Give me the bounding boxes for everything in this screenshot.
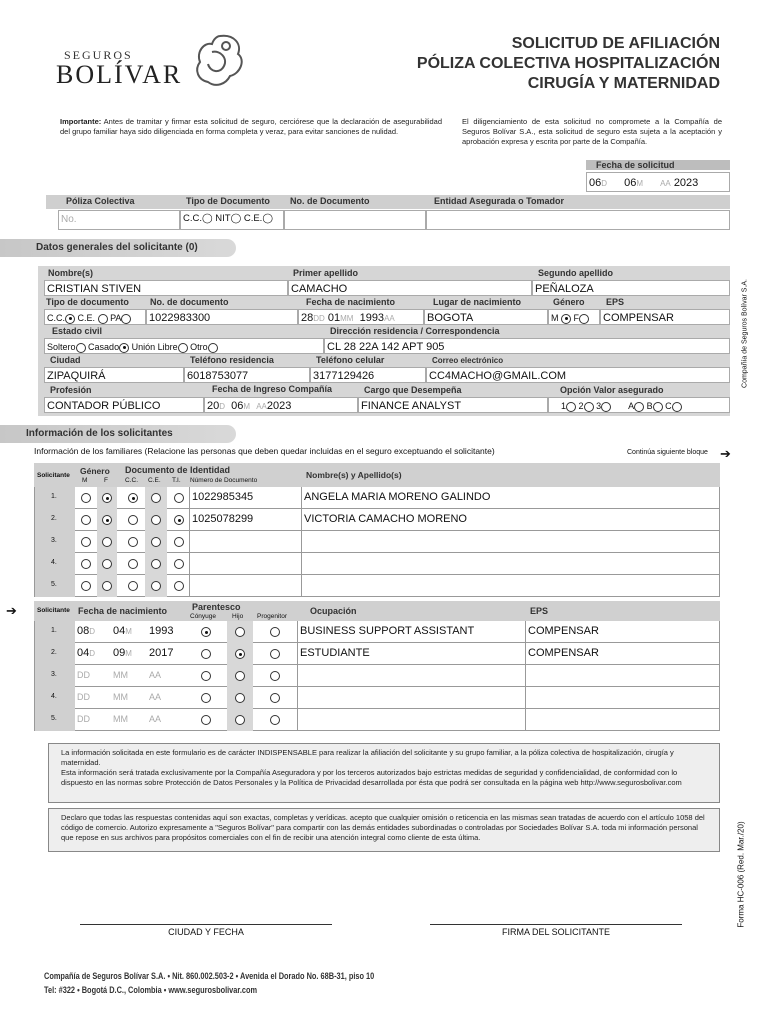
tipodoc-options[interactable]: C.C. C.E. PA [44,309,146,325]
side-company-text: Compañía de Seguros Bolívar S.A. [741,279,749,388]
firma-label: FIRMA DEL SOLICITANTE [501,927,611,937]
hijo-radio[interactable] [235,714,245,726]
doc-ti-radio[interactable] [174,558,184,570]
name-cell[interactable] [301,575,719,597]
row-number: 5. [35,709,75,731]
ciudad-input[interactable]: ZIPAQUIRÁ [44,367,184,383]
table-row [34,621,720,643]
table-row [34,531,720,553]
table-row [34,509,720,531]
gender-f-radio[interactable] [102,492,112,504]
genero-options[interactable]: M F [548,309,600,325]
title-line1: SOLICITUD DE AFILIACIÓN [511,35,720,52]
doc-ti-radio[interactable] [174,580,184,592]
tipo-doc-label: Tipo de Documento [186,196,270,206]
t1-h-ce: C.E. [148,477,161,484]
footer-line2: Tel: #322 • Bogotá D.C., Colombia • www.segurosbolivar.com [44,985,258,995]
t1-h-genero: Género [80,466,110,476]
t1-h-nombre: Nombre(s) y Apellido(s) [306,470,402,480]
year-cell[interactable]: AA [149,670,162,680]
eps-cell[interactable] [525,709,719,731]
doc-ce-radio[interactable] [151,514,161,526]
month-cell[interactable]: MM [113,692,128,702]
t2-h-ocup: Ocupación [310,606,357,616]
arrow-right-icon-2: ➔ [6,603,17,618]
fechas-table [34,621,720,731]
opcion-options[interactable]: 1 2 3 A B C [548,397,730,413]
row-number: 5. [35,575,75,597]
gender-m-radio[interactable] [81,580,91,592]
conyuge-radio[interactable] [201,626,211,638]
doc-ce-radio[interactable] [151,492,161,504]
fnac-input[interactable]: 28DD 01MM 1993AA [298,309,424,325]
tipodoc-label: Tipo de documento [46,297,129,307]
genero-label: Género [553,297,585,307]
opcion-label: Opción Valor asegurado [560,385,664,395]
doc-cc-radio[interactable] [128,558,138,570]
t2-h-prog: Progenitor [257,613,287,620]
hijo-radio[interactable] [235,648,245,660]
t1-h-m: M [82,477,88,484]
email-input[interactable]: CC4MACHO@GMAIL.COM [426,367,730,383]
cel-input[interactable]: 3177129426 [310,367,426,383]
cargo-label: Cargo que Desempeña [364,385,462,395]
ciudad-fecha-line[interactable] [80,924,332,925]
fecha-solicitud-field[interactable]: 06D 06M AA 2023 [586,172,730,192]
t1-h-cc: C.C. [125,477,138,484]
month-cell[interactable]: 09M [113,647,132,659]
gender-m-radio[interactable] [81,514,91,526]
ocupacion-cell[interactable] [297,709,525,731]
row-number: 4. [35,553,75,575]
eps-label: EPS [606,297,625,307]
continua-label: Continúa siguiente bloque [627,449,708,456]
brand-logo-text: BOLÍVAR [56,60,183,89]
doc-ce-radio[interactable] [151,536,161,548]
eps-cell[interactable] [525,687,719,709]
cel-label: Teléfono celular [316,355,385,365]
table-row [34,709,720,731]
year-cell[interactable]: 1993 [149,625,174,637]
day-cell[interactable]: DD [77,692,90,702]
month-cell[interactable]: MM [113,714,128,724]
doc-ti-radio[interactable] [174,492,184,504]
gender-f-radio[interactable] [102,558,112,570]
nodoc-input[interactable] [284,210,426,230]
progenitor-radio[interactable] [270,714,280,726]
nodoc-sol-label: No. de documento [150,297,229,307]
doc-number-cell[interactable] [189,531,301,553]
ap1-label: Primer apellido [293,268,359,278]
progenitor-radio[interactable] [270,692,280,704]
fnac-label: Fecha de nacimiento [306,297,396,307]
brand-line1: SEGUROS [64,48,133,62]
doc-ti-radio[interactable] [174,514,184,526]
progenitor-radio[interactable] [270,648,280,660]
eps-cell[interactable]: COMPENSAR [525,643,719,665]
table-row [34,487,720,509]
doc-cc-radio[interactable] [128,514,138,526]
doc-cc-radio[interactable] [128,580,138,592]
section-datos-generales: Datos generales del solicitante (0) [0,239,236,257]
title-line3: CIRUGÍA Y MATERNIDAD [527,75,720,92]
month-cell[interactable]: 04M [113,625,132,637]
row-number: 2. [35,643,75,665]
title-line2: PÓLIZA COLECTIVA HOSPITALIZACIÓN [416,55,720,72]
conyuge-radio[interactable] [201,714,211,726]
civil-label: Estado civil [52,326,103,336]
lugar-input[interactable]: BOGOTA [424,309,548,325]
nombres-input[interactable]: CRISTIAN STIVEN [44,280,288,296]
entidad-input[interactable] [426,210,730,230]
firma-line[interactable] [430,924,682,925]
hijo-radio[interactable] [235,626,245,638]
t2-h-cony: Cónyuge [190,613,217,620]
row-number: 1. [35,487,75,509]
t2-h-sol: Solicitante [37,607,70,614]
prof-input[interactable]: CONTADOR PÚBLICO [44,397,204,413]
day-cell[interactable]: 08D [77,625,96,637]
ciudad-label: Ciudad [50,355,81,365]
ocupacion-cell[interactable]: BUSINESS SUPPORT ASSISTANT [297,621,525,643]
doc-cc-radio[interactable] [128,492,138,504]
eps-cell[interactable] [525,665,719,687]
name-cell[interactable]: ANGELA MARIA MORENO GALINDO [301,487,719,509]
declaration-box: Declaro que todas las respuestas contenidas aquí son exactas, completas y verídicas. acepto que cualquier omisión o reticencia en las mismas sean tratadas de acuerdo con el artículo 1058 del código de comercio. Autorizo expresamente a "Seguros Bolívar" para compartir con las demás entidades subordinadas o controladas por Sociedades Bolívar S.A. toda mi información personal que repose en sus archivos para propósitos comerciales con el fin de recibir una atención integral como cliente de esta última. [48,808,720,852]
progenitor-radio[interactable] [270,626,280,638]
ocupacion-cell[interactable] [297,665,525,687]
email-label: Correo electrónico [432,356,504,365]
t1-h-sol: Solicitante [37,472,70,479]
side-form-code: Forma HC-006 (Red. Mar./20) [736,821,746,928]
table-row [34,553,720,575]
hijo-radio[interactable] [235,670,245,682]
gender-f-radio[interactable] [102,580,112,592]
gender-m-radio[interactable] [81,492,91,504]
progenitor-radio[interactable] [270,670,280,682]
t1-h-ti: T.I. [172,477,181,484]
year-cell[interactable]: AA [149,714,162,724]
gender-f-radio[interactable] [102,536,112,548]
gender-f-radio[interactable] [102,514,112,526]
day-cell[interactable]: 04D [77,647,96,659]
nombres-label: Nombre(s) [48,268,94,278]
table-row [34,643,720,665]
doc-cc-radio[interactable] [128,536,138,548]
table-row [34,665,720,687]
doc-ti-radio[interactable] [174,536,184,548]
ciudad-fecha-label: CIUDAD Y FECHA [168,927,244,937]
row-number: 4. [35,687,75,709]
hijo-radio[interactable] [235,692,245,704]
disclaimer-note: El diligenciamiento de esta solicitud no compromete a la Compañía de Seguros Bolívar S.A., esta solicitud de seguro esta sujeta a la aceptación y aprobación expresa y escrita por parte de la Compañía. [462,117,722,146]
tipo-doc-options[interactable]: C.C.◯ NIT◯ C.E.◯ [180,210,284,230]
gender-m-radio[interactable] [81,536,91,548]
row-number: 3. [35,531,75,553]
ap1-input[interactable]: CAMACHO [288,280,532,296]
familiares-table [34,487,720,597]
month-cell[interactable]: MM [113,670,128,680]
row-number: 1. [35,621,75,643]
section-info-solicitantes: Información de los solicitantes [0,425,236,443]
ap2-input[interactable]: PEÑALOZA [532,280,730,296]
footer-line1: Compañía de Seguros Bolívar S.A. • Nit. 860.002.503-2 • Avenida el Dorado No. 68B-31, piso 10 [44,971,375,981]
t1-h-doc: Documento de Identidad [125,465,231,475]
ingreso-label: Fecha de Ingreso Compañía [212,384,333,394]
nodoc-label: No. de Documento [290,196,370,206]
conyuge-radio[interactable] [201,670,211,682]
familiares-intro: Información de los familiares (Relacione las personas que deben quedar incluidas en el seguro exceptuando el solicitante) [34,446,495,456]
ap2-label: Segundo apellido [538,268,614,278]
conyuge-radio[interactable] [201,692,211,704]
doc-number-cell[interactable]: 1022985345 [189,487,301,509]
name-cell[interactable] [301,531,719,553]
year-cell[interactable]: 2017 [149,647,174,659]
row-number: 3. [35,665,75,687]
prof-label: Profesión [50,385,92,395]
table-row [34,575,720,597]
t2-h-fecha: Fecha de nacimiento [78,606,168,616]
gender-m-radio[interactable] [81,558,91,570]
entidad-label: Entidad Asegurada o Tomador [434,196,565,206]
ingreso-input[interactable]: 20D 06M AA2023 [204,397,358,413]
arrow-right-icon: ➔ [720,446,731,461]
important-note: Importante: Antes de tramitar y firmar esta solicitud de seguro, cerciórese que la declaración de asegurabilidad del grupo familiar haya sido diligenciada en forma completa y veraz, para evitar sanciones de nulidad. [60,117,442,136]
ocupacion-cell[interactable] [297,687,525,709]
table-row [34,687,720,709]
bolivar-logo-icon [190,30,250,92]
fecha-solicitud-label: Fecha de solicitud [586,160,730,170]
name-cell[interactable]: VICTORIA CAMACHO MORENO [301,509,719,531]
eps-input[interactable]: COMPENSAR [600,309,730,325]
nodoc-sol-input[interactable]: 1022983300 [146,309,298,325]
eps-cell[interactable]: COMPENSAR [525,621,719,643]
dir-label: Dirección residencia / Correspondencia [330,326,500,336]
t2-h-hijo: Hijo [232,613,244,620]
t1-h-f: F [104,477,108,484]
day-cell[interactable]: DD [77,714,90,724]
t2-h-eps: EPS [530,606,549,616]
civil-options[interactable]: Soltero Casado Unión Libre Otro [44,338,324,354]
t2-h-par: Parentesco [192,602,241,612]
doc-number-cell[interactable] [189,553,301,575]
tel-input[interactable]: 6018753077 [184,367,310,383]
ocupacion-cell[interactable]: ESTUDIANTE [297,643,525,665]
poliza-label: Póliza Colectiva [66,196,135,206]
info-box: La información solicitada en este formulario es de carácter INDISPENSABLE para realizar la afiliación del solicitante y su grupo familiar, a la póliza colectiva de hospitalización, cirugía y maternidad. Esta información será tratada exclusivamente por la Compañía Aseguradora y por los terceros autorizados bajo estrictas medidas de seguridad y confidencialidad, de conformidad con lo dispuesto en las normas sobre Protección de Datos Personales y la Política de Privacidad desarrollada por ésta que podrá ser consultada en la página web http://www.segurosbolivar.com [48,743,720,803]
dir-input[interactable]: CL 28 22A 142 APT 905 [324,338,730,354]
year-cell[interactable]: AA [149,692,162,702]
day-cell[interactable]: DD [77,670,90,680]
doc-ce-radio[interactable] [151,580,161,592]
lugar-label: Lugar de nacimiento [433,297,522,307]
row-number: 2. [35,509,75,531]
doc-ce-radio[interactable] [151,558,161,570]
name-cell[interactable] [301,553,719,575]
poliza-input[interactable]: No. [58,210,180,230]
t1-h-num: Número de Documento [190,477,258,484]
doc-number-cell[interactable]: 1025078299 [189,509,301,531]
tel-label: Teléfono residencia [190,355,274,365]
conyuge-radio[interactable] [201,648,211,660]
cargo-input[interactable]: FINANCE ANALYST [358,397,548,413]
doc-number-cell[interactable] [189,575,301,597]
